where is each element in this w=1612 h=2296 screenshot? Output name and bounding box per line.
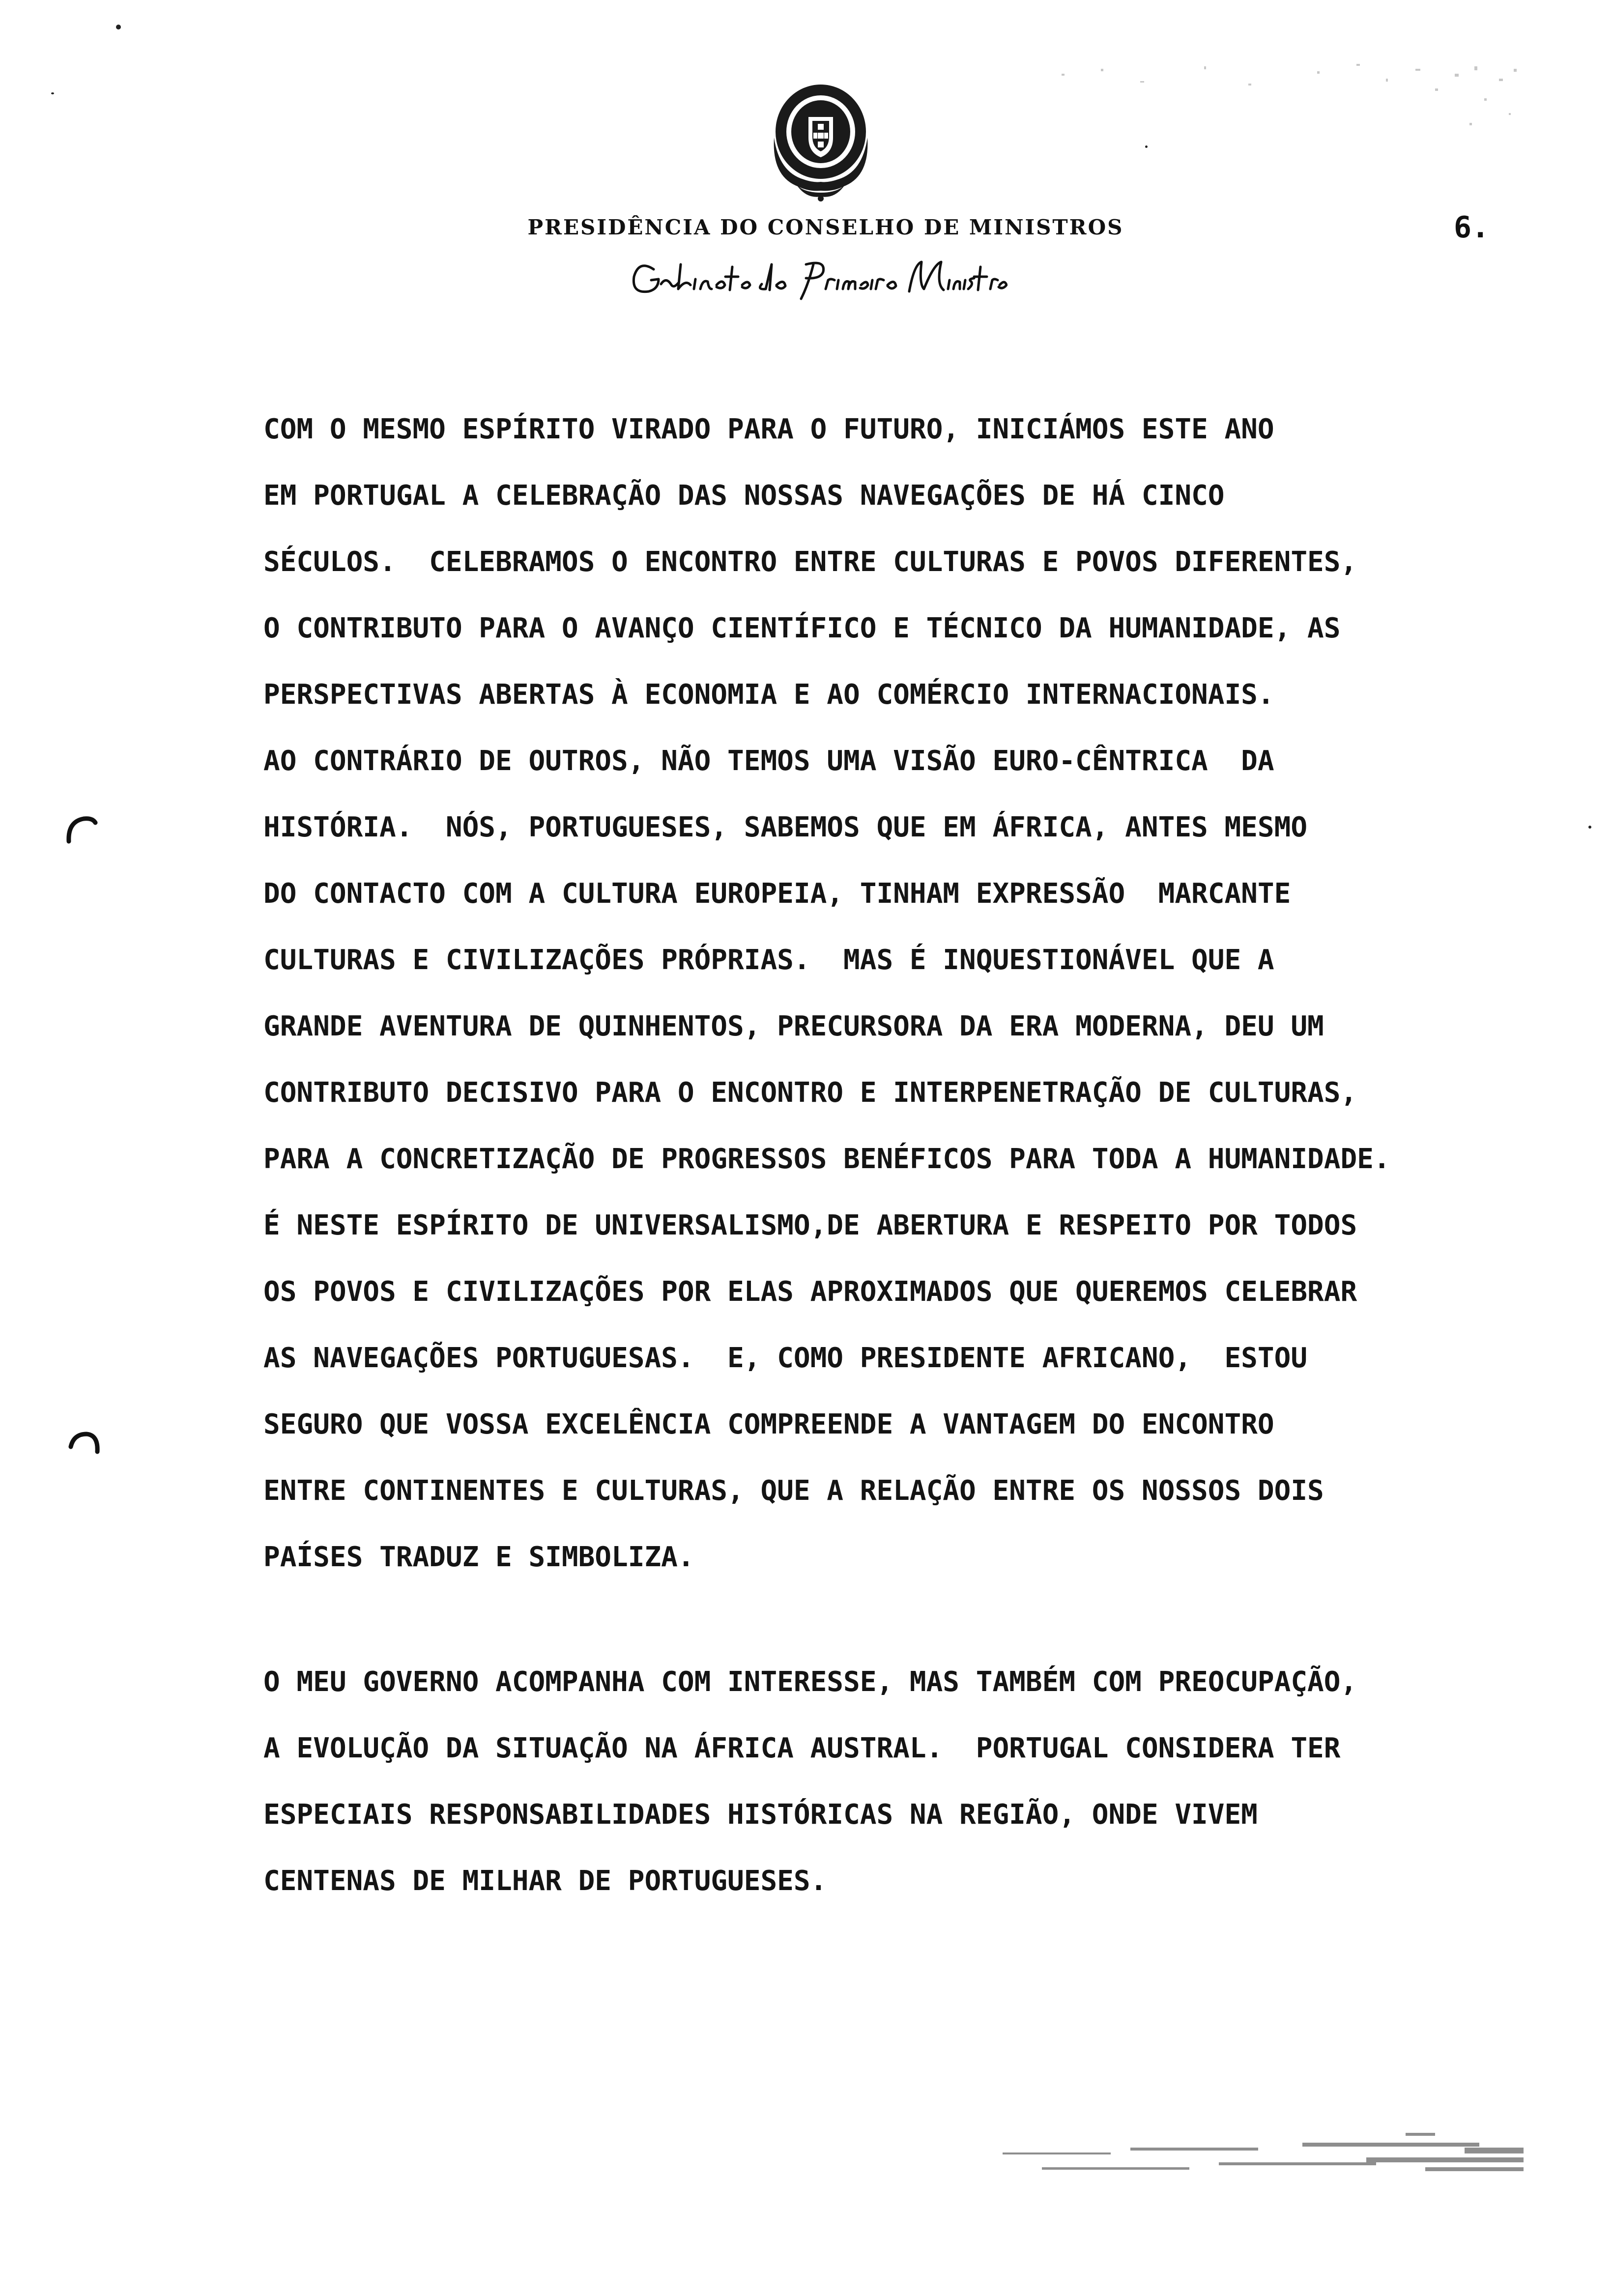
text-line: PERSPECTIVAS ABERTAS À ECONOMIA E AO COMÉRCIO INTERNACIONAIS. xyxy=(263,679,1274,711)
text-line: A EVOLUÇÃO DA SITUAÇÃO NA ÁFRICA AUSTRAL. PORTUGAL CONSIDERA TER xyxy=(263,1732,1341,1764)
text-line: ESPECIAIS RESPONSABILIDADES HISTÓRICAS NA REGIÃO, ONDE VIVEM xyxy=(263,1799,1258,1831)
text-line: O MEU GOVERNO ACOMPANHA COM INTERESSE, MAS TAMBÉM COM PREOCUPAÇÃO, xyxy=(263,1666,1357,1698)
coat-of-arms-emblem xyxy=(769,79,872,201)
text-line: GRANDE AVENTURA DE QUINHENTOS, PRECURSORA DA ERA MODERNA, DEU UM xyxy=(263,1010,1324,1042)
text-line: OS POVOS E CIVILIZAÇÕES POR ELAS APROXIMADOS QUE QUEREMOS CELEBRAR xyxy=(263,1276,1357,1308)
text-line: DO CONTACTO COM A CULTURA EUROPEIA, TINHAM EXPRESSÃO MARCANTE xyxy=(263,878,1291,910)
office-heading: PRESIDÊNCIA DO CONSELHO DE MINISTROS xyxy=(527,215,1124,239)
text-line: SÉCULOS. CELEBRAMOS O ENCONTRO ENTRE CULTURAS E POVOS DIFERENTES, xyxy=(263,546,1357,578)
scan-noise-top xyxy=(1042,54,1533,152)
text-line: SEGURO QUE VOSSA EXCELÊNCIA COMPREENDE A VANTAGEM DO ENCONTRO xyxy=(263,1408,1274,1440)
cabinet-script-heading xyxy=(624,250,1008,309)
body-paragraph-1 xyxy=(263,396,1590,1590)
scan-speck xyxy=(1588,826,1591,829)
text-line: É NESTE ESPÍRITO DE UNIVERSALISMO,DE ABERTURA E RESPEITO POR TODOS xyxy=(263,1209,1357,1241)
scan-speck xyxy=(116,25,121,29)
punch-hole-mark xyxy=(64,812,98,846)
page-number: 6. xyxy=(1454,210,1490,245)
punch-hole-mark xyxy=(67,1430,101,1464)
text-line: CENTENAS DE MILHAR DE PORTUGUESES. xyxy=(263,1865,827,1897)
text-line: PAÍSES TRADUZ E SIMBOLIZA. xyxy=(263,1541,694,1573)
text-line: ENTRE CONTINENTES E CULTURAS, QUE A RELAÇÃO ENTRE OS NOSSOS DOIS xyxy=(263,1475,1324,1507)
text-line: CONTRIBUTO DECISIVO PARA O ENCONTRO E INTERPENETRAÇÃO DE CULTURAS, xyxy=(263,1077,1357,1109)
text-line: O CONTRIBUTO PARA O AVANÇO CIENTÍFICO E TÉCNICO DA HUMANIDADE, AS xyxy=(263,612,1341,644)
text-line: AS NAVEGAÇÕES PORTUGUESAS. E, COMO PRESIDENTE AFRICANO, ESTOU xyxy=(263,1342,1308,1374)
scan-speck xyxy=(51,92,54,94)
text-line: PARA A CONCRETIZAÇÃO DE PROGRESSOS BENÉFICOS PARA TODA A HUMANIDADE. xyxy=(263,1143,1390,1175)
text-line: COM O MESMO ESPÍRITO VIRADO PARA O FUTURO, INICIÁMOS ESTE ANO xyxy=(263,413,1274,445)
scan-noise-bottom xyxy=(983,2113,1573,2192)
body-paragraph-2 xyxy=(263,1649,1590,1914)
text-line: EM PORTUGAL A CELEBRAÇÃO DAS NOSSAS NAVEGAÇÕES DE HÁ CINCO xyxy=(263,480,1225,512)
text-line: HISTÓRIA. NÓS, PORTUGUESES, SABEMOS QUE EM ÁFRICA, ANTES MESMO xyxy=(263,811,1308,843)
text-line: CULTURAS E CIVILIZAÇÕES PRÓPRIAS. MAS É INQUESTIONÁVEL QUE A xyxy=(263,944,1274,976)
text-line: AO CONTRÁRIO DE OUTROS, NÃO TEMOS UMA VISÃO EURO-CÊNTRICA DA xyxy=(263,745,1274,777)
